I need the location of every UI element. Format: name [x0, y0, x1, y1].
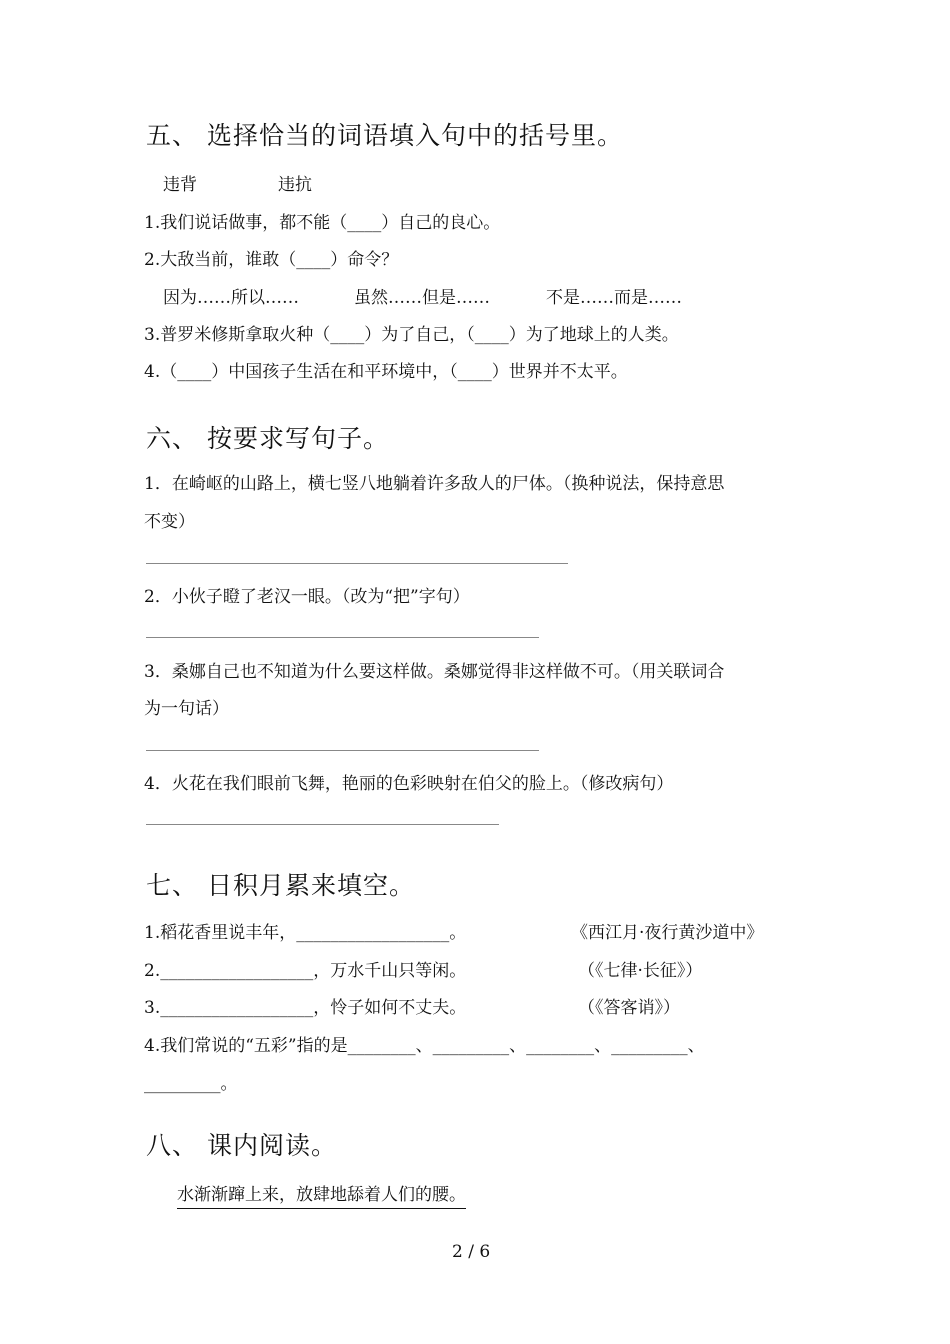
- section-5-question-2: 2.大敌当前，谁敢（____）命令？: [144, 250, 399, 270]
- section-7-question-2-source: （《七律·长征》）: [578, 961, 703, 981]
- section-7-question-4-line-2: _________。: [144, 1074, 238, 1094]
- reading-passage: 水渐渐蹿上来，放肆地舔着人们的腰。: [177, 1180, 466, 1209]
- section-6-question-4: 4．火花在我们眼前飞舞，艳丽的色彩映射在伯父的脸上。（修改病句）: [144, 774, 674, 794]
- section-7-question-3-source: （《答客诮》）: [578, 998, 680, 1018]
- section-7-question-3: 3.__________________，怜子如何不丈夫。: [144, 998, 467, 1018]
- section-7-title: 七、 日积月累来填空。: [146, 871, 415, 900]
- section-6-question-1-line-1: 1．在崎岖的山路上，横七竖八地躺着许多敌人的尸体。（换种说法，保持意思: [144, 474, 725, 494]
- answer-line[interactable]: [146, 563, 568, 564]
- conjunction-option-2: 虽然……但是……: [354, 288, 490, 308]
- section-6-question-3-line-2: 为一句话）: [144, 699, 229, 719]
- section-5-question-3: 3.普罗米修斯拿取火种（____）为了自己，（____）为了地球上的人类。: [144, 325, 679, 345]
- section-8-title: 八、 课内阅读。: [146, 1131, 337, 1160]
- conjunction-option-3: 不是……而是……: [546, 288, 682, 308]
- answer-line[interactable]: [146, 824, 499, 825]
- section-6-question-3-line-1: 3．桑娜自己也不知道为什么要这样做。桑娜觉得非这样做不可。（用关联词合: [144, 662, 725, 682]
- section-7-question-2: 2.__________________，万水千山只等闲。: [144, 961, 467, 981]
- section-6-question-2: 2．小伙子瞪了老汉一眼。（改为“把”字句）: [144, 587, 470, 607]
- conjunction-option-1: 因为……所以……: [163, 288, 299, 308]
- section-7-question-1-source: 《西江月·夜行黄沙道中》: [571, 923, 764, 943]
- section-7-question-4-line-1: 4.我们常说的“五彩”指的是________、_________、________、_________、: [144, 1036, 705, 1056]
- answer-line[interactable]: [146, 637, 539, 638]
- word-option-weibei: 违背: [163, 175, 197, 195]
- page-number: 2 / 6: [452, 1242, 491, 1262]
- section-5-question-1: 1.我们说话做事，都不能（____）自己的良心。: [144, 213, 501, 233]
- section-5-question-4: 4.（____）中国孩子生活在和平环境中，（____）世界并不太平。: [144, 362, 628, 382]
- word-option-weikang: 违抗: [278, 175, 312, 195]
- section-7-question-1: 1.稻花香里说丰年，__________________。: [144, 923, 467, 943]
- section-5-title: 五、 选择恰当的词语填入句中的括号里。: [146, 121, 623, 150]
- answer-line[interactable]: [146, 750, 539, 751]
- section-6-question-1-line-2: 不变）: [144, 512, 195, 532]
- section-6-title: 六、 按要求写句子。: [146, 424, 389, 453]
